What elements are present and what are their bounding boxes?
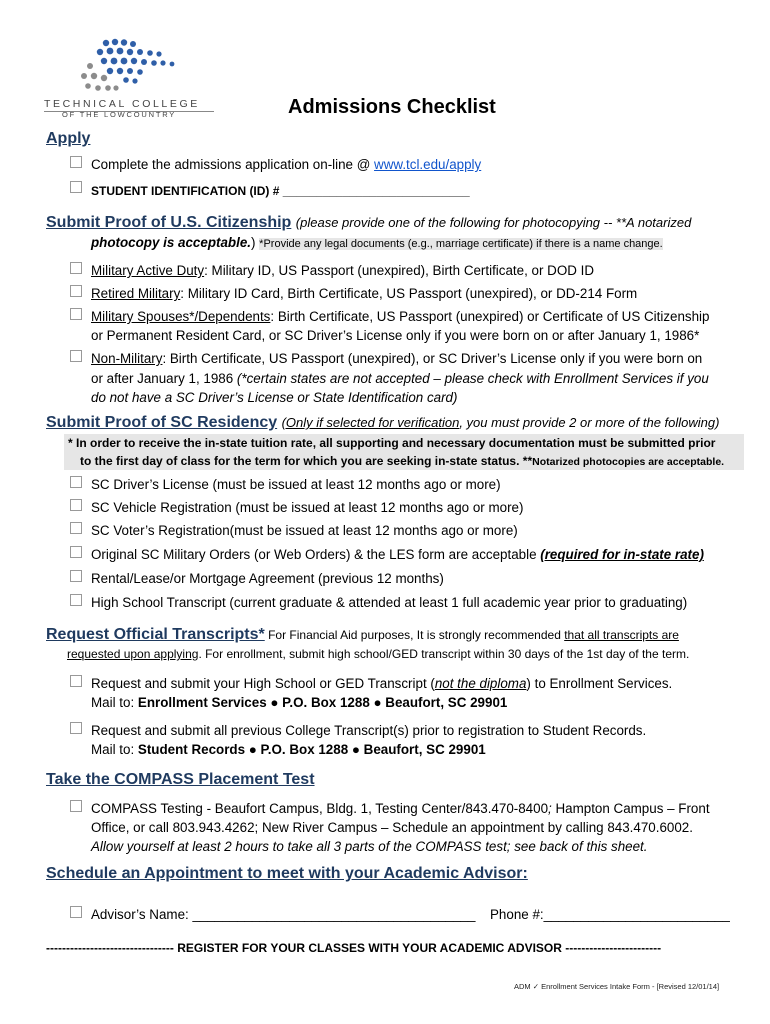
logo-name-line2: OF THE LOWCOUNTRY: [62, 110, 177, 119]
non-military-text: Non-Military: Birth Certificate, US Passport (unexpired), or SC Driver’s License only if you were born on: [91, 351, 703, 366]
college-transcript-checkbox[interactable]: [70, 722, 82, 734]
residency-notice-1: * In order to receive the in-state tuition rate, all supporting and necessary documentation must be submitted prior: [68, 436, 716, 450]
hs-transcript-residency-checkbox[interactable]: [70, 594, 82, 606]
college-transcript-text: Request and submit all previous College Transcript(s) prior to registration to Student Records.: [91, 723, 647, 738]
student-id-field: STUDENT IDENTIFICATION (ID) # ____________________________: [91, 184, 470, 198]
compass-text-3: Allow yourself at least 2 hours to take all 3 parts of the COMPASS test; see back of this sheet.: [91, 839, 648, 854]
sc-voter-text: SC Voter’s Registration(must be issued at least 12 months ago or more): [91, 523, 518, 538]
compass-heading: Take the COMPASS Placement Test: [46, 771, 315, 788]
hs-transcript-checkbox[interactable]: [70, 675, 82, 687]
transcripts-note: requested upon applying. For enrollment, submit high school/GED transcript within 30 days of the 1st day of the term.: [67, 647, 690, 661]
page-title: Admissions Checklist: [288, 96, 496, 118]
military-active-checkbox[interactable]: [70, 262, 82, 274]
military-spouse-text: Military Spouses*/Dependents: Birth Certificate, US Passport (unexpired) or Certificate of US Citizenship: [91, 309, 710, 324]
form-footer: ADM ✓ Enrollment Services Intake Form - [Revised 12/01/14]: [514, 982, 720, 991]
military-spouse-checkbox[interactable]: [70, 308, 82, 320]
advisor-phone-field[interactable]: Phone #:_________________________: [490, 907, 730, 922]
sc-voter-checkbox[interactable]: [70, 522, 82, 534]
compass-text-2: Office, or call 803.943.4262; New River Campus – Schedule an appointment by calling 843.470.6002.: [91, 820, 693, 835]
rental-lease-checkbox[interactable]: [70, 570, 82, 582]
citizenship-heading: Submit Proof of U.S. Citizenship (please provide one of the following for photocopying -- **A notarized: [46, 214, 692, 231]
military-spouse-text-2: or Permanent Resident Card, or SC Driver’s License only if you were born on or after January 1, 1986*: [91, 328, 700, 343]
residency-notice-2: to the first day of class for the term for which you are seeking in-state status. **Notarized photocopies are acceptable.: [80, 454, 725, 468]
sc-vehicle-checkbox[interactable]: [70, 499, 82, 511]
military-active-text: Military Active Duty: Military ID, US Passport (unexpired), Birth Certificate, or DOD ID: [91, 263, 595, 278]
non-military-checkbox[interactable]: [70, 350, 82, 362]
citizenship-note: photocopy is acceptable.) *Provide any legal documents (e.g., marriage certificate) if there is a name change.: [91, 235, 663, 250]
advisor-heading: Schedule an Appointment to meet with your Academic Advisor:: [46, 865, 528, 882]
sc-military-orders-text: Original SC Military Orders (or Web Orders) & the LES form are acceptable (required for in-state rate): [91, 547, 704, 562]
logo-name-line1: TECHNICAL COLLEGE: [44, 98, 200, 110]
college-logo: [44, 38, 214, 124]
apply-heading: Apply: [46, 130, 91, 147]
retired-military-text: Retired Military: Military ID Card, Birth Certificate, US Passport (unexpired), or DD-214 Form: [91, 286, 638, 301]
sc-drivers-license-text: SC Driver’s License (must be issued at least 12 months ago or more): [91, 477, 501, 492]
retired-military-checkbox[interactable]: [70, 285, 82, 297]
hs-transcript-mail: Mail to: Enrollment Services ● P.O. Box 1288 ● Beaufort, SC 29901: [91, 695, 508, 710]
transcripts-heading: Request Official Transcripts* For Financial Aid purposes, It is strongly recommended that all transcripts are: [46, 626, 679, 643]
residency-heading: Submit Proof of SC Residency (Only if selected for verification, you must provide 2 or more of the following): [46, 414, 720, 431]
non-military-text-3: do not have a SC Driver’s License or State Identification card): [91, 390, 458, 405]
sc-vehicle-text: SC Vehicle Registration (must be issued at least 12 months ago or more): [91, 500, 524, 515]
sc-military-orders-checkbox[interactable]: [70, 546, 82, 558]
compass-text-1: COMPASS Testing - Beaufort Campus, Bldg. 1, Testing Center/843.470-8400; Hampton Campus – Front: [91, 801, 710, 816]
compass-checkbox[interactable]: [70, 800, 82, 812]
rental-lease-text: Rental/Lease/or Mortgage Agreement (previous 12 months): [91, 571, 444, 586]
logo-dots-icon: [44, 38, 214, 98]
advisor-name-field[interactable]: Advisor’s Name: ______________________________________: [91, 907, 476, 922]
hs-transcript-text: Request and submit your High School or GED Transcript (not the diploma) to Enrollment Services.: [91, 676, 673, 691]
advisor-checkbox[interactable]: [70, 906, 82, 918]
sc-drivers-license-checkbox[interactable]: [70, 476, 82, 488]
apply-online-text: Complete the admissions application on-line @ www.tcl.edu/apply: [91, 157, 482, 172]
non-military-text-2: or after January 1, 1986 (*certain states are not accepted – please check with Enrollment Services if you: [91, 371, 709, 386]
student-id-checkbox[interactable]: [70, 181, 82, 193]
college-transcript-mail: Mail to: Student Records ● P.O. Box 1288 ● Beaufort, SC 29901: [91, 742, 486, 757]
apply-online-checkbox[interactable]: [70, 156, 82, 168]
apply-link[interactable]: www.tcl.edu/apply: [374, 157, 482, 172]
register-banner: -------------------------------- REGISTER FOR YOUR CLASSES WITH YOUR ACADEMIC ADVISOR ------------------------: [46, 941, 662, 955]
hs-transcript-residency-text: High School Transcript (current graduate & attended at least 1 full academic year prior to graduating): [91, 595, 688, 610]
